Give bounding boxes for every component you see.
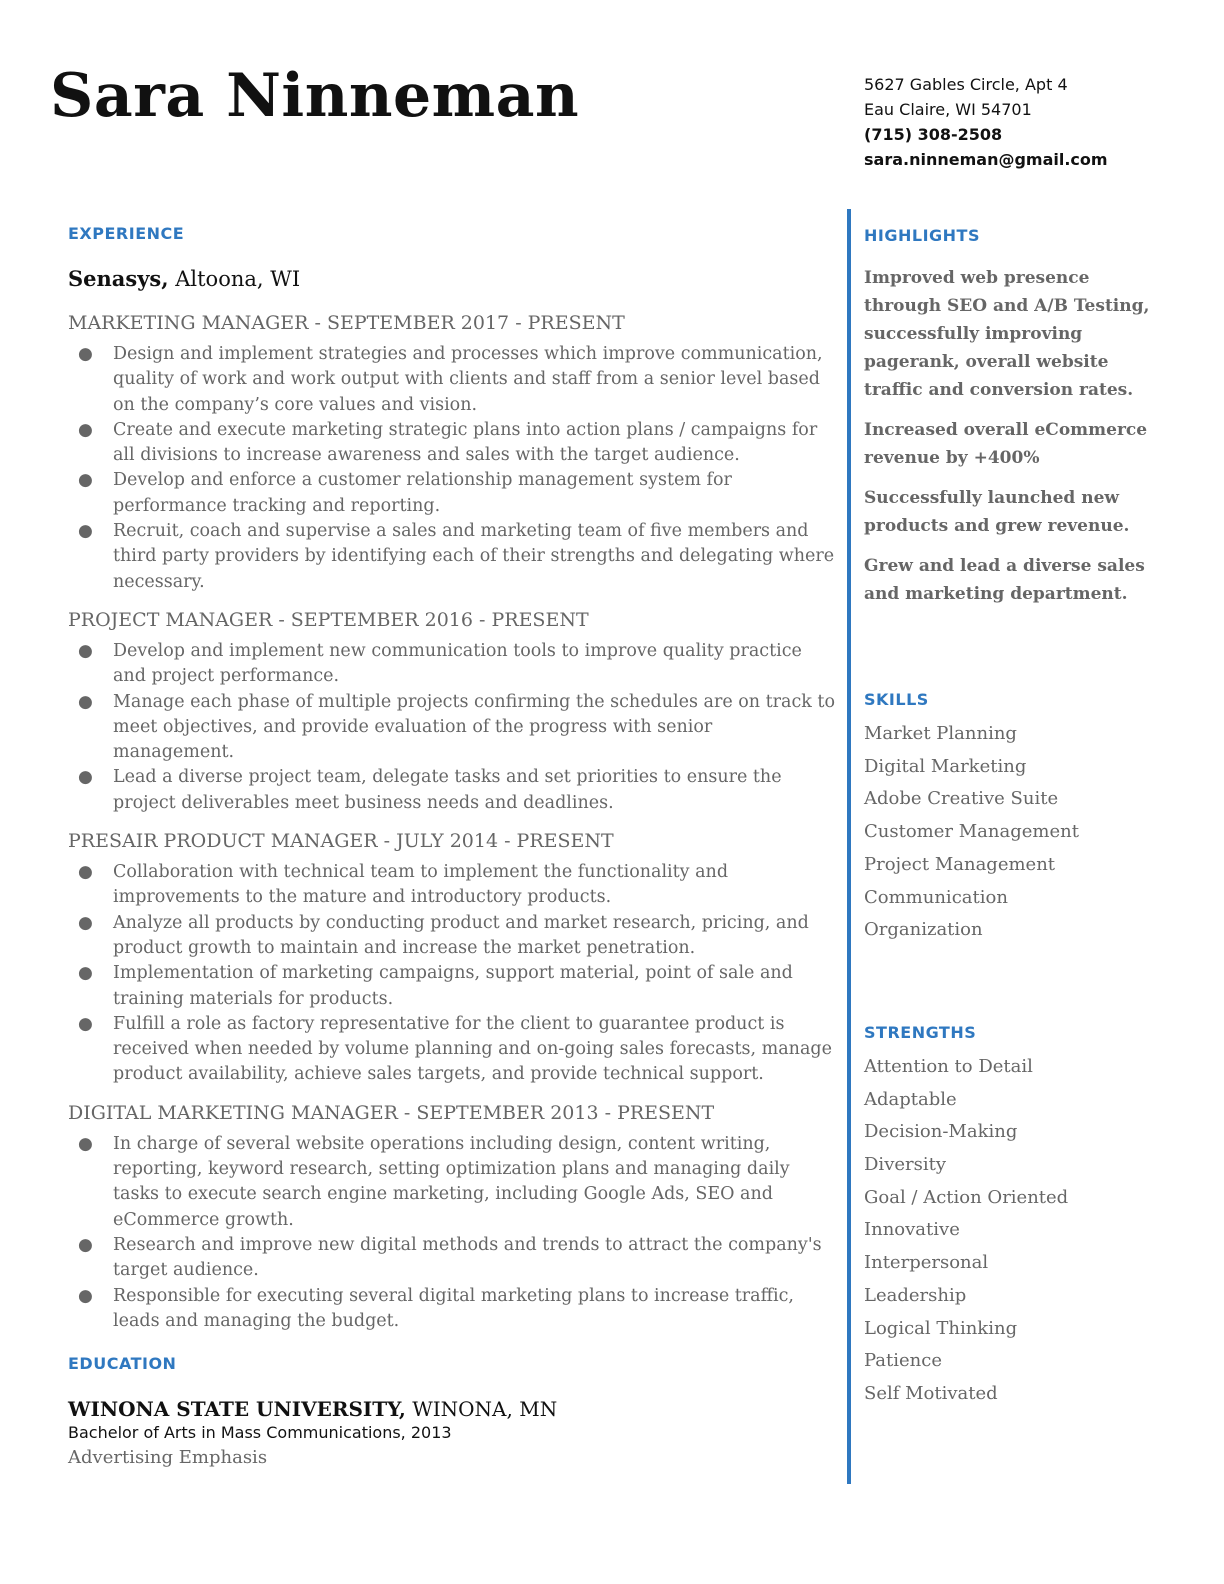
company-name: Senasys, [68, 266, 169, 291]
job-entry [68, 308, 838, 595]
bullet-item [68, 1284, 838, 1335]
experience-heading: EXPERIENCE [68, 224, 185, 243]
bullet-text: In charge of several website operations including design, content writing, reporting, keyword research, setting optimization plans and managing daily tasks to execute search engine marketing, including Google Ads, SEO and eCommerce growth. [113, 1133, 790, 1230]
bullet-dot-icon: ● [78, 862, 93, 883]
job-title: DIGITAL MARKETING MANAGER [68, 1101, 398, 1124]
main-column [68, 222, 838, 1472]
strength-item: Self Motivated [864, 1382, 998, 1404]
address-line-2: Eau Claire, WI 54701 [864, 100, 1032, 119]
address-line-1: 5627 Gables Circle, Apt 4 [864, 75, 1068, 94]
email-address: sara.ninneman@gmail.com [864, 150, 1108, 169]
bullet-text: Manage each phase of multiple projects confirming the schedules are on track to meet objectives, and provide evaluation of the progress with senior management. [113, 691, 835, 763]
skill-item: Communication [864, 886, 1008, 908]
strengths-list [864, 1051, 1154, 1411]
bullet-item [68, 418, 838, 469]
bullet-dot-icon: ● [78, 691, 93, 712]
bullet-text: Recruit, coach and supervise a sales and marketing team of five members and third party providers by identifying each of their strengths and delegating where necessary. [113, 521, 835, 592]
bullet-dot-icon: ● [78, 1013, 93, 1034]
strength-item: Leadership [864, 1284, 967, 1306]
company-location: Altoona, WI [168, 267, 301, 291]
job-bullets [68, 342, 838, 595]
strength-item: Patience [864, 1350, 943, 1372]
skills-heading: SKILLS [864, 690, 929, 709]
school-name: WINONA STATE UNIVERSITY, [68, 1397, 406, 1422]
bullet-text: Develop and implement new communication tools to improve quality practice and project performance. [113, 640, 802, 687]
bullet-item [68, 961, 838, 1012]
skill-item: Project Management [864, 853, 1056, 875]
job-title: PRESAIR PRODUCT MANAGER [68, 830, 378, 853]
bullet-item [68, 1012, 838, 1088]
skill-item: Customer Management [864, 821, 1079, 843]
highlight-item: Increased overall eCommerce revenue by +400% [864, 420, 1148, 468]
job-title: MARKETING MANAGER [68, 312, 309, 334]
job-title-line [68, 1098, 838, 1128]
bullet-dot-icon: ● [78, 344, 93, 364]
bullet-text: Analyze all products by conducting product and market research, pricing, and product growth to maintain and increase the market penetration. [113, 912, 809, 958]
bullet-item [68, 639, 838, 690]
bullet-item [68, 690, 838, 766]
school-line [68, 1396, 838, 1422]
skill-item: Adobe Creative Suite [864, 788, 1059, 810]
job-title: PROJECT MANAGER [68, 608, 273, 631]
highlights-list [864, 264, 1154, 608]
job-entry [68, 605, 838, 816]
strength-item: Attention to Detail [864, 1055, 1033, 1077]
education-heading: EDUCATION [68, 1354, 177, 1374]
strength-item: Logical Thinking [864, 1317, 1018, 1339]
bullet-item [68, 765, 838, 816]
bullet-dot-icon: ● [78, 419, 93, 440]
job-bullets [68, 639, 838, 816]
bullet-text: Collaboration with technical team to implement the functionality and improvements to the mature and introductory products. [113, 862, 729, 908]
job-entry [68, 826, 838, 1088]
strength-item: Adaptable [864, 1088, 957, 1110]
bullet-text: Create and execute marketing strategic plans into action plans / campaigns for all divisions to increase awareness and sales with the target audience. [113, 419, 818, 466]
bullet-dot-icon: ● [78, 1285, 93, 1306]
job-bullets [68, 1132, 838, 1334]
bullet-dot-icon: ● [78, 767, 93, 788]
skills-list [864, 718, 1154, 947]
phone-number: (715) 308-2508 [864, 125, 1003, 144]
bullet-dot-icon: ● [78, 521, 93, 542]
highlight-item: Improved web presence through SEO and A/B Testing, successfully improving pagerank, overall website traffic and conversion rates. [864, 268, 1150, 400]
bullet-item [68, 860, 838, 911]
degree: Bachelor of Arts in Mass Communications, 2013 [68, 1423, 452, 1443]
bullet-text: Research and improve new digital methods and trends to attract the company's target audience. [113, 1234, 822, 1281]
bullet-text: Develop and enforce a customer relationship management system for performance tracking and reporting. [113, 470, 732, 516]
skill-item: Organization [864, 919, 983, 941]
strength-item: Innovative [864, 1219, 960, 1241]
candidate-name: Sara Ninneman [50, 61, 580, 131]
bullet-text: Responsible for executing several digital marketing plans to increase traffic, leads and managing the budget. [113, 1285, 794, 1331]
job-dates: - SEPTEMBER 2013 - PRESENT [397, 1101, 715, 1124]
bullet-dot-icon: ● [78, 1133, 93, 1154]
bullet-item [68, 519, 838, 595]
strength-item: Goal / Action Oriented [864, 1186, 1069, 1208]
contact-block [864, 72, 1108, 172]
strengths-heading: STRENGTHS [864, 1022, 977, 1042]
bullet-item [68, 1233, 838, 1284]
bullet-item [68, 468, 838, 519]
bullet-dot-icon: ● [78, 470, 93, 491]
column-divider [847, 209, 851, 1484]
highlight-item: Grew and lead a diverse sales and marketing department. [864, 556, 1145, 604]
degree-emphasis: Advertising Emphasis [68, 1447, 268, 1469]
highlights-heading: HIGHLIGHTS [864, 226, 980, 245]
bullet-dot-icon: ● [78, 912, 93, 933]
sidebar-column [864, 224, 1154, 1411]
job-dates: - SEPTEMBER 2016 - PRESENT [272, 608, 589, 631]
job-title-line [68, 605, 838, 635]
skill-item: Digital Marketing [864, 755, 1027, 777]
bullet-item [68, 1132, 838, 1233]
job-dates: - SEPTEMBER 2017 - PRESENT [308, 312, 625, 334]
highlight-item: Successfully launched new products and grew revenue. [864, 488, 1130, 536]
skill-item: Market Planning [864, 723, 1017, 744]
bullet-dot-icon: ● [78, 640, 93, 661]
school-location: WINONA, MN [405, 1397, 558, 1422]
bullet-dot-icon: ● [78, 963, 93, 984]
job-bullets [68, 860, 838, 1088]
job-dates: - JULY 2014 - PRESENT [377, 830, 614, 853]
bullet-text: Implementation of marketing campaigns, support material, point of sale and training materials for products. [113, 963, 793, 1009]
strength-item: Interpersonal [864, 1252, 989, 1274]
job-entry [68, 1098, 838, 1334]
job-title-line [68, 826, 838, 856]
company-line [68, 264, 838, 294]
strength-item: Diversity [864, 1154, 947, 1176]
bullet-text: Lead a diverse project team, delegate tasks and set priorities to ensure the project deliverables meet business needs and deadlines. [113, 767, 782, 813]
bullet-item [68, 911, 838, 962]
bullet-dot-icon: ● [78, 1234, 93, 1255]
job-title-line [68, 308, 838, 338]
bullet-text: Fulfill a role as factory representative for the client to guarantee product is received when needed by volume planning and on-going sales forecasts, manage product availability, achieve sales targets, and provide technical support. [113, 1013, 832, 1085]
bullet-text: Design and implement strategies and processes which improve communication, quality of work and work output with clients and staff from a senior level based on the company’s core values and vision. [113, 344, 823, 415]
strength-item: Decision-Making [864, 1121, 1018, 1143]
bullet-item [68, 342, 838, 418]
